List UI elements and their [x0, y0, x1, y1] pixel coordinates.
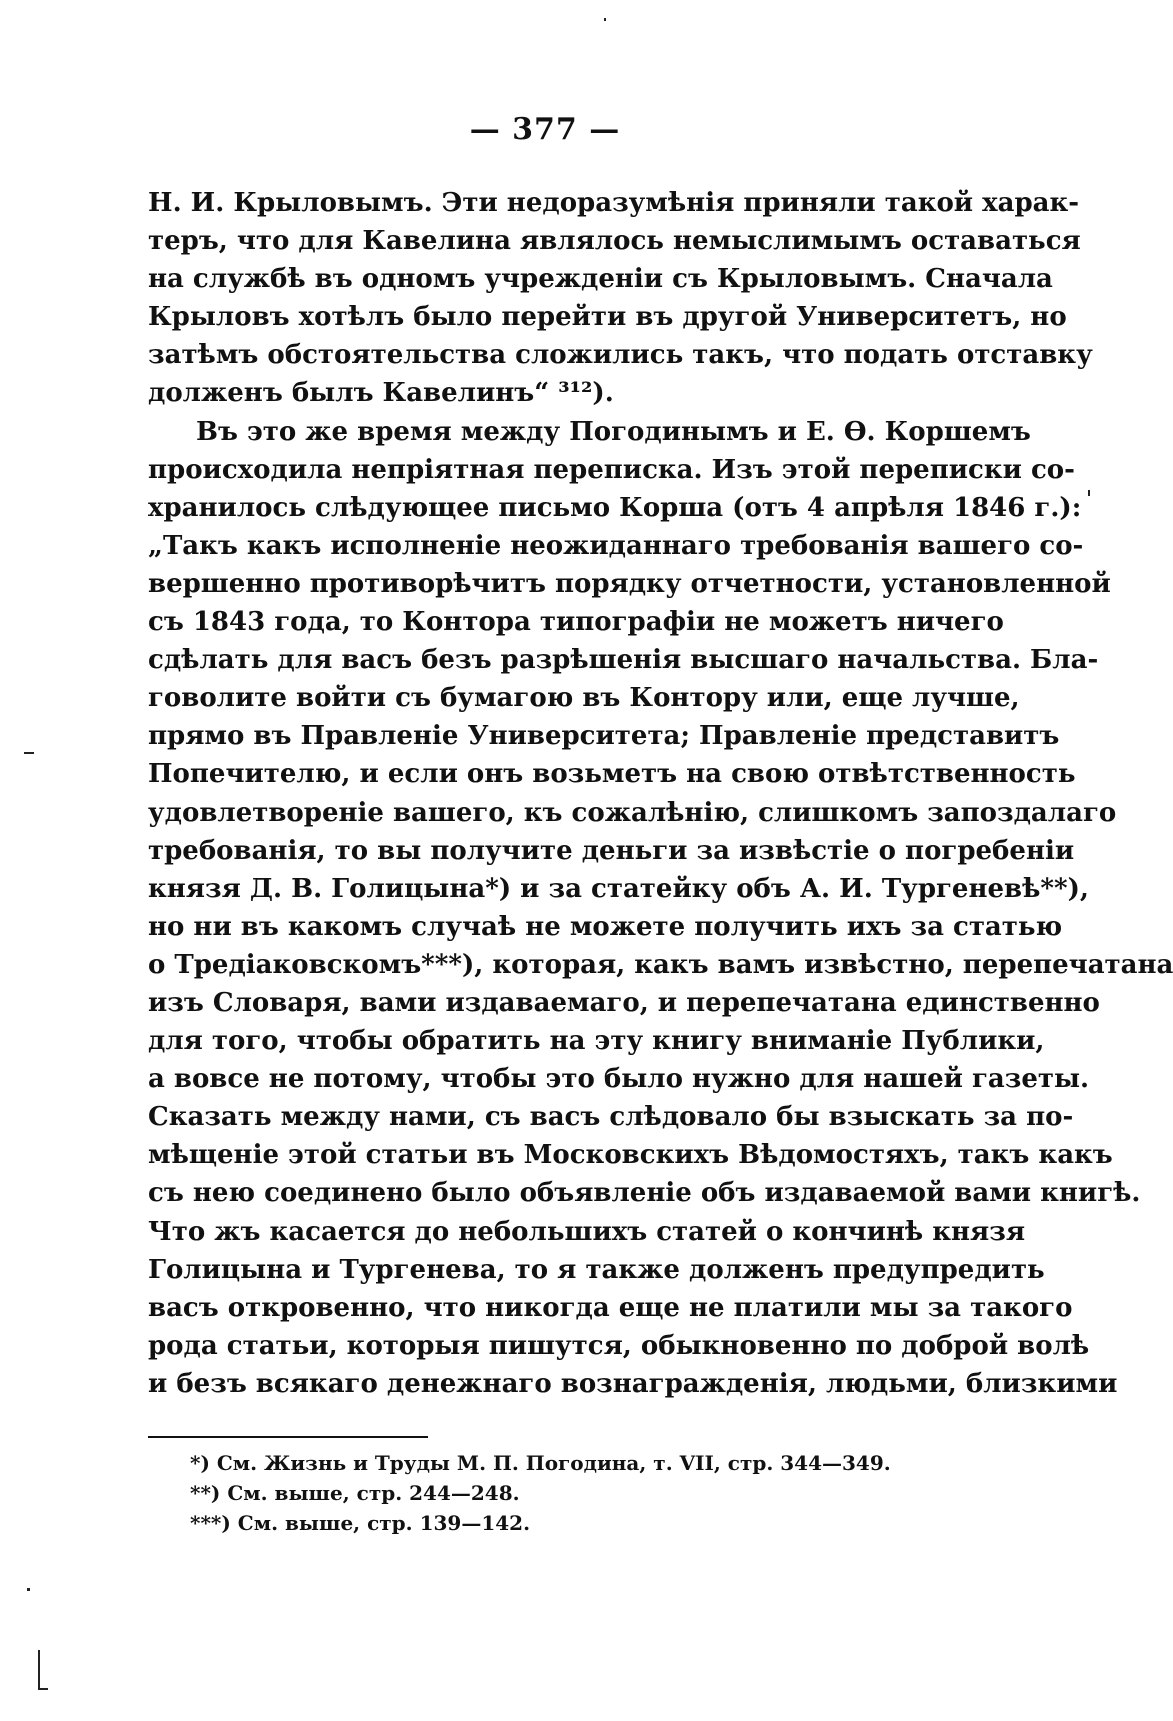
text-line: а вовсе не потому, чтобы это было нужно для нашей газеты.	[148, 1064, 1090, 1095]
text-line: говолите войти съ бумагою въ Контору или, еще лучше,	[148, 683, 1020, 714]
scan-speck	[24, 752, 34, 754]
text-line: и безъ всякаго денежнаго вознагражденія, людьми, близкими	[148, 1368, 1118, 1399]
text-line: для того, чтобы обратить на эту книгу вниманіе Публики,	[148, 1026, 1045, 1057]
footnote: **) См. выше, стр. 244—248.	[190, 1481, 520, 1505]
text-line: хранилось слѣдующее письмо Корша (отъ 4 апрѣля 1846 г.):	[148, 492, 1082, 523]
text-line: васъ откровенно, что никогда еще не платили мы за такого	[148, 1292, 1073, 1323]
text-line: удовлетвореніе вашего, къ сожалѣнію, слишкомъ запоздалаго	[148, 797, 1117, 828]
text-line: вершенно противорѣчитъ порядку отчетности, установленной	[148, 568, 1111, 599]
text-line: съ нею соединено было объявленіе объ издаваемой вами книгѣ.	[148, 1178, 1141, 1209]
text-line: Въ это же время между Погодинымъ и Е. Ѳ. Коршемъ	[196, 416, 1031, 447]
text-line: изъ Словаря, вами издаваемаго, и перепечатана единственно	[148, 987, 1100, 1018]
text-line: Крыловъ хотѣлъ было перейти въ другой Университетъ, но	[148, 302, 1067, 333]
text-line: „Такъ какъ исполненіе неожиданнаго требованія вашего со-	[148, 530, 1084, 561]
text-line: требованія, то вы получите деньги за извѣстіе о погребеніи	[148, 835, 1075, 866]
text-line: Голицына и Тургенева, то я также долженъ предупредить	[148, 1254, 1045, 1285]
text-line: Попечителю, и если онъ возьметъ на свою отвѣтственность	[148, 759, 1076, 790]
footnote: *) См. Жизнь и Труды М. П. Погодина, т. VII, стр. 344—349.	[190, 1451, 891, 1475]
page-number: — 377 —	[469, 112, 621, 147]
text-line: князя Д. В. Голицына*) и за статейку объ А. И. Тургеневѣ**),	[148, 873, 1089, 904]
text-line: теръ, что для Кавелина являлось немыслимымъ оставаться	[148, 226, 1081, 257]
scan-speck	[1088, 490, 1090, 496]
text-line: о Тредіаковскомъ***), которая, какъ вамъ извѣстно, перепечатана	[148, 949, 1173, 980]
text-line: но ни въ какомъ случаѣ не можете получить ихъ за статью	[148, 911, 1063, 942]
footnotes	[190, 1448, 950, 1538]
text-line: происходила непріятная переписка. Изъ этой переписки со-	[148, 454, 1075, 485]
text-line: прямо въ Правленіе Университета; Правленіе представитъ	[148, 721, 1060, 752]
scan-speck	[38, 1650, 40, 1690]
text-line: Что жъ касается до небольшихъ статей о кончинѣ князя	[148, 1216, 1026, 1247]
text-line: рода статьи, которыя пишутся, обыкновенно по доброй волѣ	[148, 1330, 1090, 1361]
body-text	[148, 184, 1173, 1403]
text-line: съ 1843 года, то Контора типографіи не можетъ ничего	[148, 607, 1004, 638]
scan-speck	[38, 1688, 48, 1690]
text-line: затѣмъ обстоятельства сложились такъ, что подать отставку	[148, 340, 1093, 371]
text-line: мѣщеніе этой статьи въ Московскихъ Вѣдомостяхъ, такъ какъ	[148, 1140, 1113, 1171]
scan-speck	[604, 18, 606, 21]
text-line: Н. И. Крыловымъ. Эти недоразумѣнія приняли такой харак-	[148, 188, 1080, 218]
text-line: на службѣ въ одномъ учрежденіи съ Крыловымъ. Сначала	[148, 264, 1053, 295]
text-line: Сказать между нами, съ васъ слѣдовало бы взыскать за по-	[148, 1102, 1074, 1133]
scan-speck	[27, 1588, 30, 1591]
footnote-divider	[148, 1436, 428, 1438]
footnote: ***) См. выше, стр. 139—142.	[190, 1511, 531, 1535]
text-line: долженъ былъ Кавелинъ“ ³¹²).	[148, 378, 614, 409]
text-line: сдѣлать для васъ безъ разрѣшенія высшаго начальства. Бла-	[148, 645, 1099, 676]
